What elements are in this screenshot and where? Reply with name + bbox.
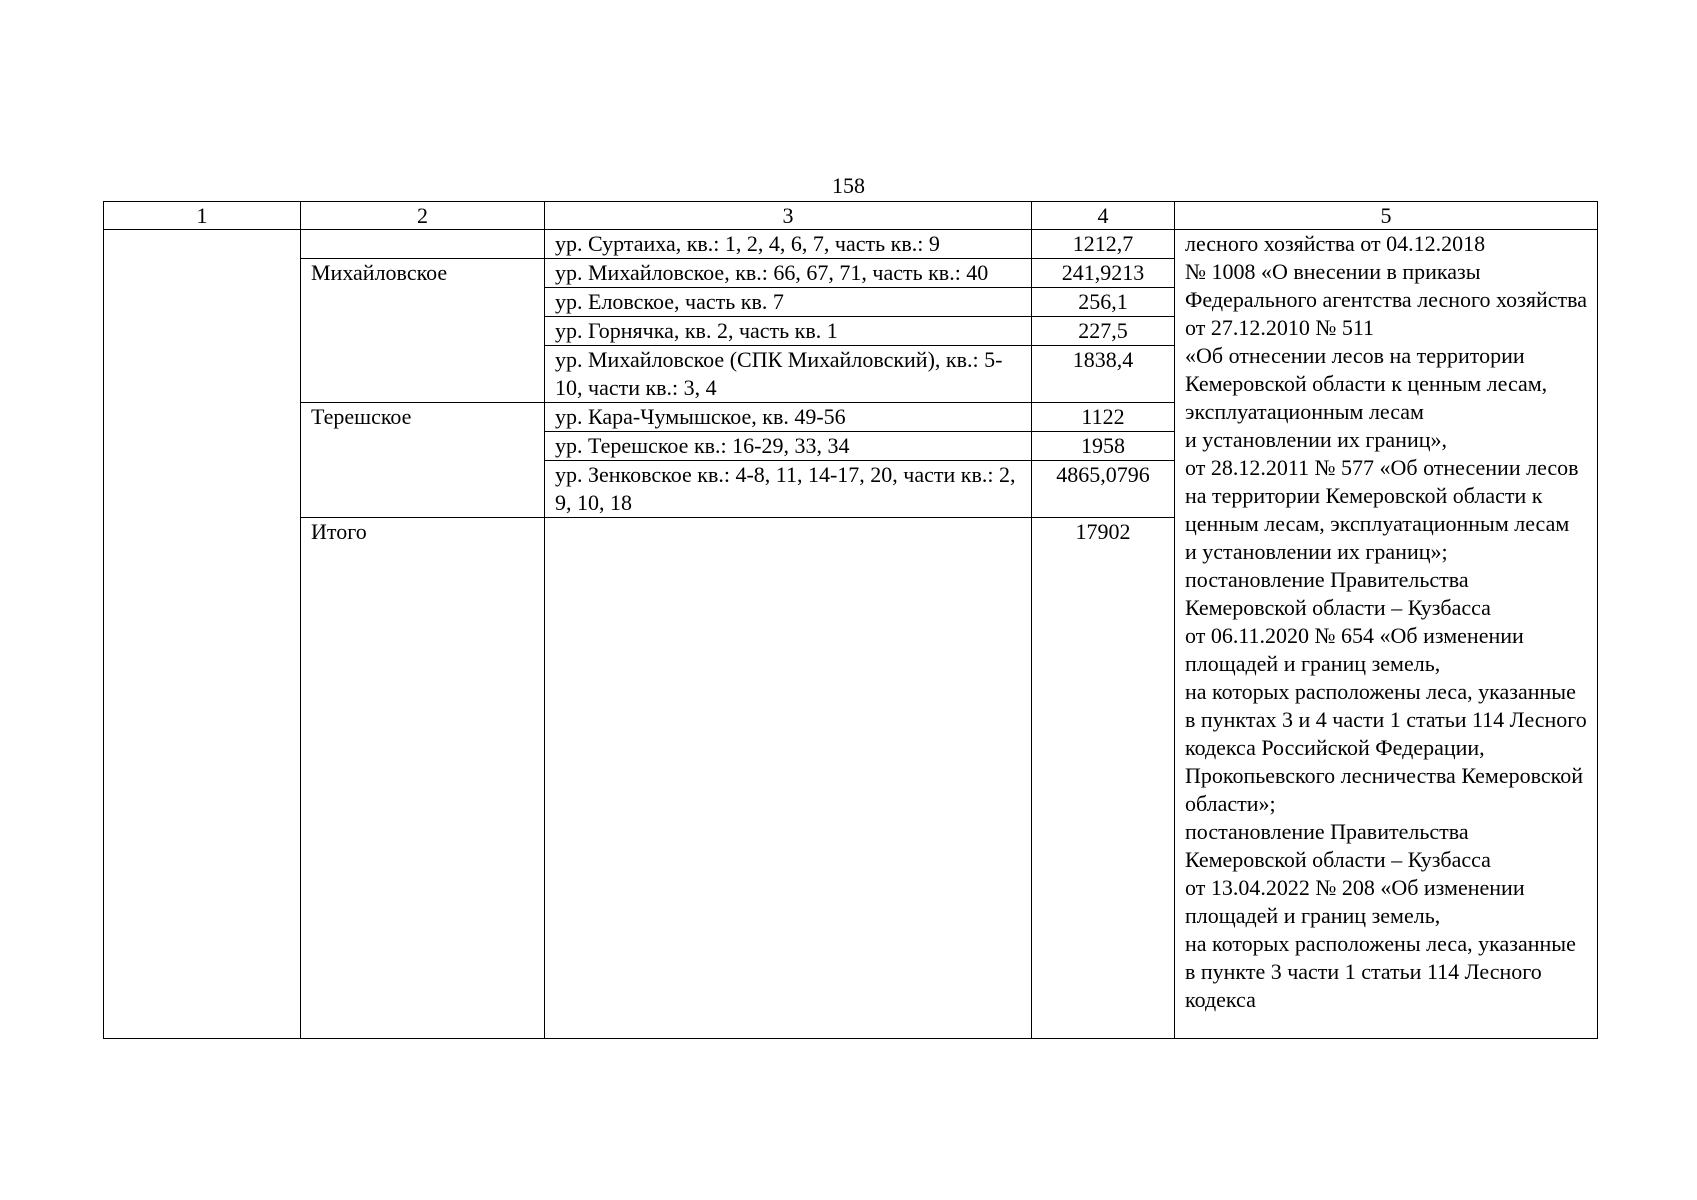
area-cell: 1958 — [1032, 432, 1175, 461]
forest-table — [103, 201, 1598, 1039]
area-cell: 227,5 — [1032, 317, 1175, 346]
total-area-cell: 17902 — [1032, 518, 1175, 1039]
header-row — [104, 202, 1598, 230]
location-cell: ур. Горнячка, кв. 2, часть кв. 1 — [545, 317, 1032, 346]
location-cell: ур. Еловское, часть кв. 7 — [545, 288, 1032, 317]
column-header-2: 2 — [301, 202, 545, 230]
total-label-cell: Итого — [301, 518, 545, 1039]
location-cell: ур. Зенковское кв.: 4-8, 11, 14-17, 20, части кв.: 2, 9, 10, 18 — [545, 461, 1032, 518]
table-row — [104, 230, 1598, 259]
total-location-cell — [545, 518, 1032, 1039]
column-header-1: 1 — [104, 202, 301, 230]
area-cell: 256,1 — [1032, 288, 1175, 317]
area-cell: 1212,7 — [1032, 230, 1175, 259]
empty-cell-col1 — [104, 230, 301, 1039]
area-cell: 1838,4 — [1032, 346, 1175, 403]
location-cell: ур. Кара-Чумышское, кв. 49-56 — [545, 403, 1032, 432]
legal-basis-cell: лесного хозяйства от 04.12.2018 № 1008 «О внесении в приказы Федерального агентства лесного хозяйства от 27.12.2010 № 511 «Об отнесении лесов на территории Кемеровской области к ценным лесам, эксплуатационным лесам и установлении их границ», от 28.12.2011 № 577 «Об отнесении лесов на территории Кемеровской области к ценным лесам, эксплуатационным лесам и установлении их границ»; постановление Правительства Кемеровской области – Кузбасса от 06.11.2020 № 654 «Об изменении площадей и границ земель, на которых расположены леса, указанные в пунктах 3 и 4 части 1 статьи 114 Лесного кодекса Российской Федерации, Прокопьевского лесничества Кемеровской области»; постановление Правительства Кемеровской области – Кузбасса от 13.04.2022 № 208 «Об изменении площадей и границ земель, на которых расположены леса, указанные в пункте 3 части 1 статьи 114 Лесного кодекса — [1175, 230, 1598, 1039]
location-cell: ур. Михайловское (СПК Михайловский), кв.: 5-10, части кв.: 3, 4 — [545, 346, 1032, 403]
column-header-4: 4 — [1032, 202, 1175, 230]
district-cell: Терешское — [301, 403, 545, 518]
area-cell: 241,9213 — [1032, 259, 1175, 288]
district-cell — [301, 230, 545, 259]
location-cell: ур. Терешское кв.: 16-29, 33, 34 — [545, 432, 1032, 461]
area-cell: 4865,0796 — [1032, 461, 1175, 518]
column-header-3: 3 — [545, 202, 1032, 230]
area-cell: 1122 — [1032, 403, 1175, 432]
district-cell: Михайловское — [301, 259, 545, 403]
column-header-5: 5 — [1175, 202, 1598, 230]
page-number: 158 — [832, 173, 865, 198]
location-cell: ур. Суртаиха, кв.: 1, 2, 4, 6, 7, часть кв.: 9 — [545, 230, 1032, 259]
location-cell: ур. Михайловское, кв.: 66, 67, 71, часть кв.: 40 — [545, 259, 1032, 288]
